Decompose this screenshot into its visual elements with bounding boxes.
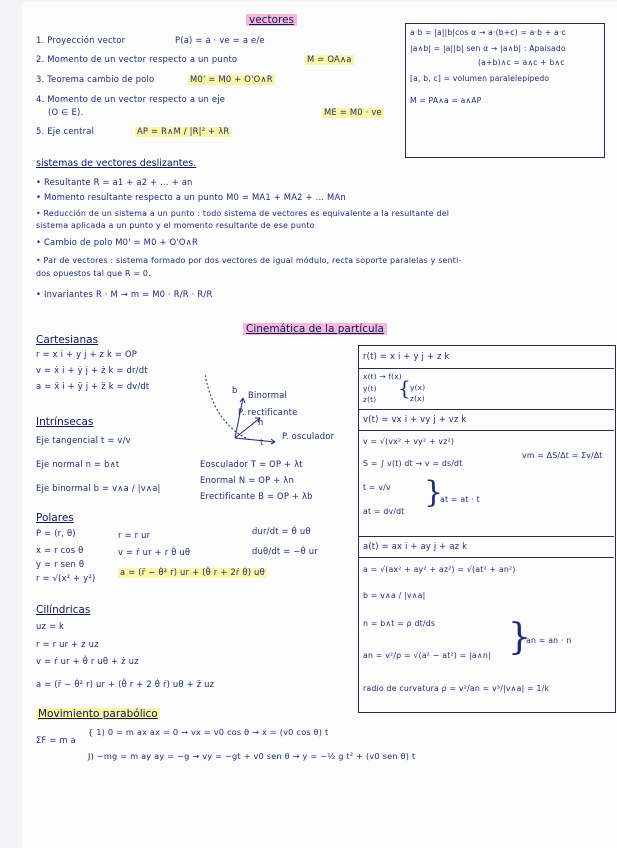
vector-item-1-label: 1. Proyección vector [36, 35, 126, 45]
an-brace: } [508, 617, 531, 658]
box-line-1: a·b = |a||b|cos α → a·(b+c) = a·b + a·c [410, 28, 566, 37]
table-param-x: x(t) → f(x) [363, 372, 402, 381]
cilindricas-line-3: v = ṙ ur + θ̇ r uθ + ż uz [36, 656, 139, 666]
deslizantes-line-3: • Reducción de un sistema a un punto : todo sistema de vectores es equivalente a la resultante del [36, 209, 450, 218]
parabolico-line-2: J) −mg = m ay ay = −g → vy = −gt + v0 sen θ → y = −½ g t² + (v0 sen θ) t [88, 751, 416, 761]
vector-item-4-formula: ME = M0 · ve [324, 107, 382, 117]
section-title-parabolico: Movimiento parabólico [38, 708, 158, 720]
section-title-cartesianas: Cartesianas [36, 334, 99, 346]
deslizantes-line-4: sistema aplicada a un punto y el momento resultante de ese punto [36, 221, 315, 230]
table-at: at = dv/dt [363, 507, 405, 516]
table-t-vec: t = v/v [363, 483, 391, 492]
plane-rectificante: Erectificante B = OP + λb [200, 491, 313, 501]
polares-left-2: x = r cos θ [36, 545, 84, 555]
section-title-deslizantes: sistemas de vectores deslizantes. [36, 158, 197, 169]
section-title-cinematica: Cinemática de la partícula [243, 323, 387, 335]
vector-item-4-label: 4. Momento de un vector respecto a un eje [36, 94, 226, 104]
at-brace: } [424, 475, 444, 510]
cartesianas-line-2: v = ẋ i + ẏ j + ż k = dr/dt [36, 365, 148, 375]
section-title-polares: Polares [36, 512, 74, 524]
vector-item-2-label: 2. Momento de un vector respecto a un punto [36, 54, 238, 64]
intrinsecas-line-2: Eje normal n = b∧t [36, 459, 120, 469]
box-line-2: |a∧b| = |a||b| sen α → |a∧b| : Apaisado [410, 44, 566, 53]
polares-right-3: a = (r̈ − θ̇² r) ur + (θ̈ r + 2ṙ θ̇) uθ [120, 567, 265, 577]
deslizantes-line-8: • Invariantes R · M → m = M0 · R/R · R/R [36, 289, 213, 299]
deslizantes-line-1: • Resultante R = a1 + a2 + ... + an [36, 177, 193, 187]
table-at-vec: at = at · t [440, 495, 480, 504]
table-vm: vm = ΔS/Δt = Σv/Δt [522, 451, 603, 460]
deslizantes-line-2: • Momento resultante respecto a un punto M0 = MA1 + MA2 + ... MAn [36, 192, 346, 202]
diagram-label-b: b [232, 385, 238, 395]
table-divider-4 [358, 536, 614, 537]
parabolico-line-1: { 1) 0 = m ax ax = 0 → vx = v0 cos θ → x = (v0 cos θ) t [88, 727, 329, 737]
polares-right-2: v = ṙ ur + r θ̇ uθ [118, 547, 191, 557]
vector-item-3-formula: M0' = M0 + O'O∧R [190, 74, 273, 84]
vector-item-4-note: (O ∈ E). [48, 107, 84, 117]
table-n: n = b∧t = ρ dt/ds [363, 619, 436, 628]
table-param-z: z(t) [363, 395, 377, 404]
table-param-yx: y(x) [410, 383, 426, 392]
tangent-vector [235, 438, 275, 442]
table-param-y: y(t) [363, 384, 377, 393]
table-param-zx: z(x) [410, 394, 425, 403]
polares-left-3: y = r sen θ [36, 559, 85, 569]
section-title-cilindricas: Cilíndricas [36, 604, 91, 616]
vector-item-5-label: 5. Eje central [36, 126, 95, 136]
polares-left-4: r = √(x² + y²) [36, 573, 96, 583]
param-brace: { [398, 376, 411, 400]
table-divider-3 [358, 430, 614, 431]
plane-normal: Enormal N = OP + λn [200, 475, 294, 485]
box-line-4: [a, b, c] = volumen paralelepípedo [410, 74, 550, 83]
section-title-vectores: vectores [246, 14, 297, 26]
diagram-label-t: t [260, 437, 264, 447]
polares-left-1: P = (r, θ) [36, 528, 76, 538]
vector-item-2-formula: M = OA∧a [307, 54, 352, 64]
cilindricas-line-4: a = (r̈ − θ̇² r) ur + (θ̈ r + 2 θ̇ ṙ) uθ + z̈ uz [36, 679, 215, 689]
deslizantes-line-7: dos opuestos tal que R = 0. [36, 269, 151, 278]
deslizantes-line-6: • Par de vectores : sistema formado por dos vectores de igual módulo, recta soporte paralelas y senti- [36, 256, 462, 265]
table-r-t: r(t) = x i + y j + z k [363, 351, 450, 361]
cilindricas-line-1: uz = k [36, 621, 65, 631]
vector-item-1-formula: P(a) = a · ve = a e/e [175, 35, 265, 45]
table-divider-5 [358, 557, 614, 558]
vector-item-3-label: 3. Teorema cambio de polo [36, 74, 155, 84]
diagram-label-n: n [258, 417, 264, 427]
diagram-label-osculador: P. osculador [282, 431, 335, 441]
table-a-t: a(t) = ax i + ay j + az k [363, 541, 468, 551]
table-an-vec: an = an · n [526, 636, 572, 645]
intrinsecas-line-3: Eje binormal b = v∧a / |v∧a| [36, 483, 161, 493]
table-a-mod: a = √(ax² + ay² + az²) = √(at² + an²) [363, 565, 516, 574]
box-line-3: (a+b)∧c = a∧c + b∧c [478, 58, 565, 67]
parabolico-sum: ΣF = m a [36, 735, 77, 745]
box-line-5: M = PA∧a = a∧AP [410, 96, 482, 105]
diagram-label-rectificante: P. rectificante [238, 407, 298, 417]
intrinsecas-line-1: Eje tangencial t = v/v [36, 435, 131, 445]
diagram-label-binormal: Binormal [248, 390, 288, 400]
cartesianas-line-1: r = x i + y j + z k = OP [36, 349, 138, 359]
table-v-mod: v = √(vx² + vy² + vz²) [363, 437, 455, 446]
polares-deriv-1: dur/dt = θ̇ uθ [252, 526, 311, 536]
vector-item-5-formula: AP = R∧M / |R|² + λR [137, 126, 230, 136]
table-radio-curvatura: radio de curvatura ρ = v²/an = v³/|v∧a| = 1/k [363, 684, 550, 693]
table-s: S = ∫ v(t) dt → v = ds/dt [363, 459, 463, 468]
cilindricas-line-2: r = r ur + z uz [36, 639, 99, 649]
deslizantes-line-5: • Cambio de polo M0' = M0 + O'O∧R [36, 237, 198, 247]
table-divider-2 [358, 409, 614, 410]
table-divider-1 [358, 368, 614, 369]
section-title-intrinsecas: Intrínsecas [36, 416, 94, 428]
table-an: an = v²/ρ = √(a² − at²) = |a∧n| [363, 651, 491, 660]
cartesianas-line-3: a = ẍ i + ÿ j + z̈ k = dv/dt [36, 381, 150, 391]
table-b: b = v∧a / |v∧a| [363, 591, 426, 600]
plane-osculador: Eosculador T = OP + λt [200, 459, 303, 469]
polares-deriv-2: duθ/dt = −θ̇ ur [252, 546, 318, 556]
polares-right-1: r = r ur [118, 530, 151, 540]
table-v-t: v(t) = vx i + vy j + vz k [363, 414, 467, 424]
